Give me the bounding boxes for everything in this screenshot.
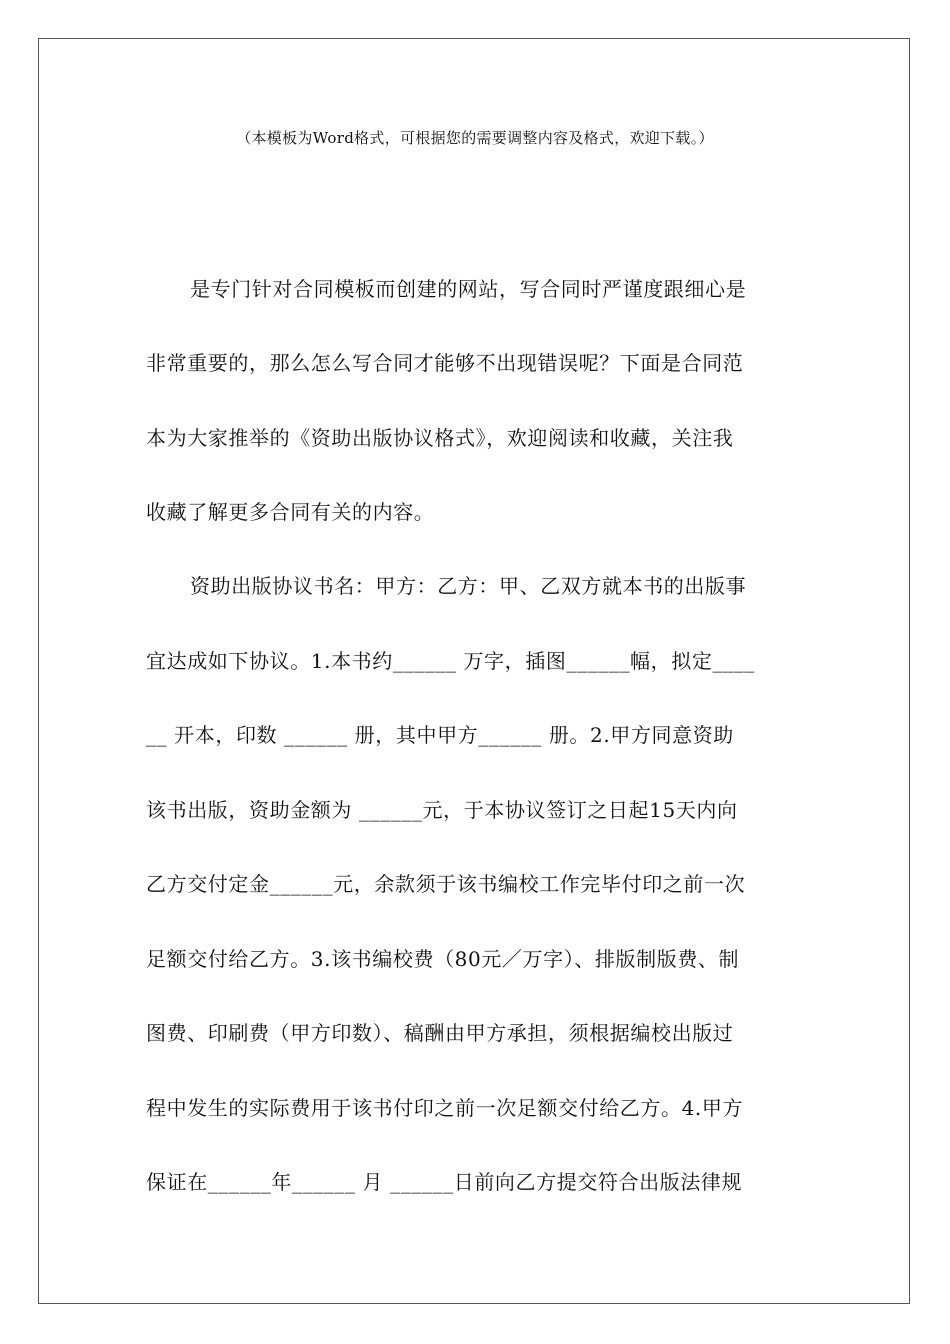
paragraph-2-line-4: 该书出版，资助金额为 ______元，于本协议签订之日起15天内向 [146,798,738,822]
paragraph-2-line-3: __ 开本，印数 ______ 册，其中甲方______ 册。2.甲方同意资助 [146,723,734,747]
paragraph-1-line-3: 本为大家推举的《资助出版协议格式》，欢迎阅读和收藏，关注我 [146,426,734,450]
paragraph-2-line-1: 资助出版协议书名：甲方：乙方：甲、乙双方就本书的出版事 [190,574,747,598]
template-notice: （本模板为Word格式，可根据您的需要调整内容及格式，欢迎下载。） [236,129,714,147]
paragraph-1-line-4: 收藏了解更多合同有关的内容。 [146,500,435,524]
paragraph-2-line-9: 保证在______年______ 月 ______日前向乙方提交符合出版法律规 [146,1170,743,1194]
paragraph-1-line-1: 是专门针对合同模板而创建的网站，写合同时严谨度跟细心是 [190,277,747,301]
paragraph-1-line-2: 非常重要的，那么怎么写合同才能够不出现错误呢？下面是合同范 [146,351,744,375]
paragraph-2-line-5: 乙方交付定金______元，余款须于该书编校工作完毕付印之前一次 [146,872,746,896]
paragraph-2-line-8: 程中发生的实际费用于该书付印之前一次足额交付给乙方。4.甲方 [146,1096,744,1120]
paragraph-2-line-6: 足额交付给乙方。3.该书编校费（80元／万字）、排版制版费、制 [146,947,740,971]
paragraph-2-line-7: 图费、印刷费（甲方印数）、稿酬由甲方承担，须根据编校出版过 [146,1021,734,1045]
paragraph-2-line-2: 宜达成如下协议。1.本书约______ 万字，插图______幅，拟定____ [146,649,755,673]
